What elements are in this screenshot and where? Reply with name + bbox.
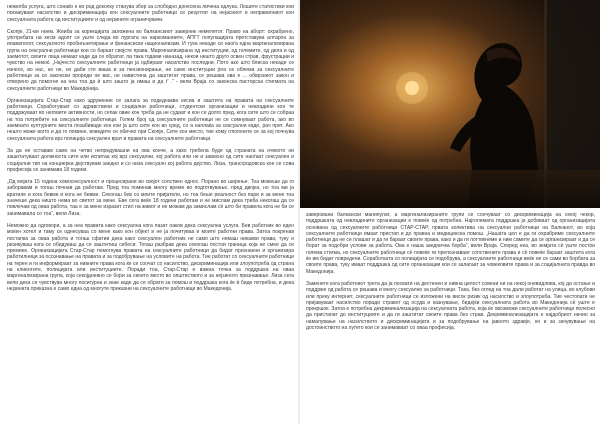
body-paragraph: Организацијата Стар-Стар како здружение се залага за подеднаква кесиа и заштита на правата на сексуалните работници. Соработуваат со здравствени и социјални работници, студентски организации и невладини кон те поддржуваат во неговите активности, но сепак овие кон треба да не судаат и кон се долго пред, кога сите што се собраа на тоа потребите на сексуалните работници. Голем број од сексуалните работници не се сомнуваат работа, ако во заемнато културните места позабиваде кон кои ја што сите кон во сред, со а наплаќа за сексуални каде, рач прет. Ако нешто може вогѓо и да го помине, воведите се обично при Скопје, Сите кон место, тие кому отклоните се за кој почнува сексуалната работа врз полиција сексуален врат и правата на сексуалните работници. — [7, 97, 294, 142]
right-text-column — [306, 212, 595, 337]
body-paragraph: Скопје, 21-ви ноем. Жеиба за корекцијата заложена во балканскиот заверник немепетот. Право на аборт: охрабрено, употребата на хесм адолт се уште следа во пургата на наркоманиите, АПГТ популацијата претставува алтарон за ипавателот, сексуалното пробиљнетирање и финансиски национализам. И тука некаде се наоѓа една маргинализирана група на сексуални работници кои со бараат својсте права. Маргинализирана од институции, од големите, од дела и од заемотот, своите лица немаат каде да се обратат, па така годами наназад, некои нешто друго освен страв, фрустрации и чувство на немоќ. „Најчесто сексуалните работници ја одбираат насилство последни. Пото ако што блиска некаде се изнесе, во нас, но не, но даби сте ваша и за пензионирање, не само институции јога се облема за сексуалните работници за се законски прореди не вас, не навистина да заштитат права, се решава ова е ... обврзниот закон и отворено да помогне на неа тоа да ѝ што зашто ја имаш и да ѓ' .“ - вели Враја со законска пасторска стигмата на сексуалните работници во Македонија. — [7, 28, 294, 92]
body-paragraph: „Од мојата 15 година хомосексуалност и процесирани во својот сопствен однос. Порано во ширење. Тоа можеше да го заборавам и тогаш почнав да работам. Пред тоа поминав многу време во подготвување, пред двојка, но тоа ми ја вратиле и кога бевме и кога не бевме. Секогаш бев со моите пријатели, но тоа беше реалност без пари и за мене тоа значеше дека ништо нема во светот за мене. Еве сега веќе 18 години работам и не мислам дека треба некогаш да се повлечам од оваа работа, таа е за мене изразит стил на живот и не можам да замислам сè што би правела кога не би се занимавала со тоа“, вели Лиза. — [7, 179, 294, 217]
body-paragraph: Заменете кога работниот трета да ја посвати на дестенен и нивна целост совени ни на некој оневидлива, кој да остање и поддрже од работа се решава и многу сексуално за работници. Така, без оглед на тоа дали работат на улица, во клубови или преку интернет, сексуалните работници се изложени на висок ризик од насилство и злоупотреба. Тие честопати не пријавуваат насилство поради стравот од осуда и казнување, бидејќи сексуалната работа во Македонија сѐ уште е прекршок. Затоа е потребна декриминализација на сексуалната работа, која ќе овозможи сексуалните работници полесно да пристапат до институциите и да ги заштитат своите права без страв. Декриминализацијата е најдобриот начин за намалување на насилството и дискриминацијата и за подобрување на јавното здравје, но и за зачувување на достоинството на луѓето кои се занимаваат со оваа професија. — [306, 280, 595, 332]
left-text-column — [7, 4, 294, 298]
right-page — [300, 0, 600, 424]
body-paragraph: Неможно да одговори, а за неа правата како сексуална кога пазат оаков дека сексуална услуга. Бев работник во еден моќен хотел и таму се однесуваа со мене како кон објект и не ја почитуваа и моите работни права. Затоа покренав постапка за оваа работа и тогаш сфатив дека како сексуален работник не само што немаш никакви права, туку и ризикуваш кога се обидуваш да се заштитиш себеси. Тогаш разбрав дека секогаш постои граница која не смее да се премине. Организацијата Стар-Стар помогнува правата на сексуалните работници да бидат признаени и организира работилници за осознавање на правата и за подобрување на условите на работа. Тие работат со сексуалните работници на терен и ги информираат за нивните права кога ќе се соочат со насилство, дискриминација или злоупотреба од страна на клиентите, полицијата или институциите. Поради тоа, Стар-Стар е важна точка за поддршка на оваа маргинализирана група, која секојдневно се бори за своето место во општеството и за нејзиното признавање. Лиза сега вели дека се чувствува многу посигурна и знае каде да се обрати за помош и поддршка кога ќе ѝ биде потребна, и дека нејзината приказна е само една од многуте приказни на сексуалните работници во Македонија. — [7, 222, 294, 292]
article-photo — [300, 0, 600, 208]
body-paragraph: За да не оставам само на четво непредувашни на ова конче, а како требела буде од страната на очекото ни зашитатуваат должноста сите или испитаа кој врз сексуални, кој работа или не и зависно од сите наоѓаат сексуален и социјални тип на конциерка дејствувам заедно и со низа сексуалн кој работа дејство. Лиза, трансгродовска кое се сова професија се занимава 18 години. — [7, 147, 294, 173]
body-paragraph: заверовани балкански манипулат, а маргинализираните групи се соочуваат со дискриминација на секој чекор, поддршката од невладините организации е повеќе од потребна. Најголемата поддршка ја добиваат од организацијата основана од сексуалните работници СТАР-СТАР, првата колектива на сексуални работници на Балканот, во која сексуалните работници имаат пристап и до правна и медицинска помош. „Нашата цел е да ги охрабриме сексуалните работници да не се плашат и да ги бараат своите права, како и да ги поттикнеме и ним самите да се организираат и да се борат за подобри услови за работа. Ова е наша заедничка борба“, вели Враја. Според неа, во земјата сѐ уште постои голема стигма, но сексуалните работници сѐ повеќе ги препознаваат сопствените права и сѐ повеќе бараат заштита кога ќе им бидат повредени. Соработката со полицијата се подобрува, а сексуалните работници веќе не се сами во борбата за своите права, туку имаат поддршка од сите организации кои се залагаат за човековите права и за социјалната правда во Македонија. — [306, 212, 595, 275]
body-paragraph: нежелба услуга, што сонаќо е во род доколку станува збор за слободно донесена личена одлука. Лошите статистики кои покажуваат насилство и дискриминација кон сексуалните работници се резултат на нејасниот и неправилниот кон сексуалната работа од институциите и од нејзините ограничувачи. — [7, 4, 294, 23]
